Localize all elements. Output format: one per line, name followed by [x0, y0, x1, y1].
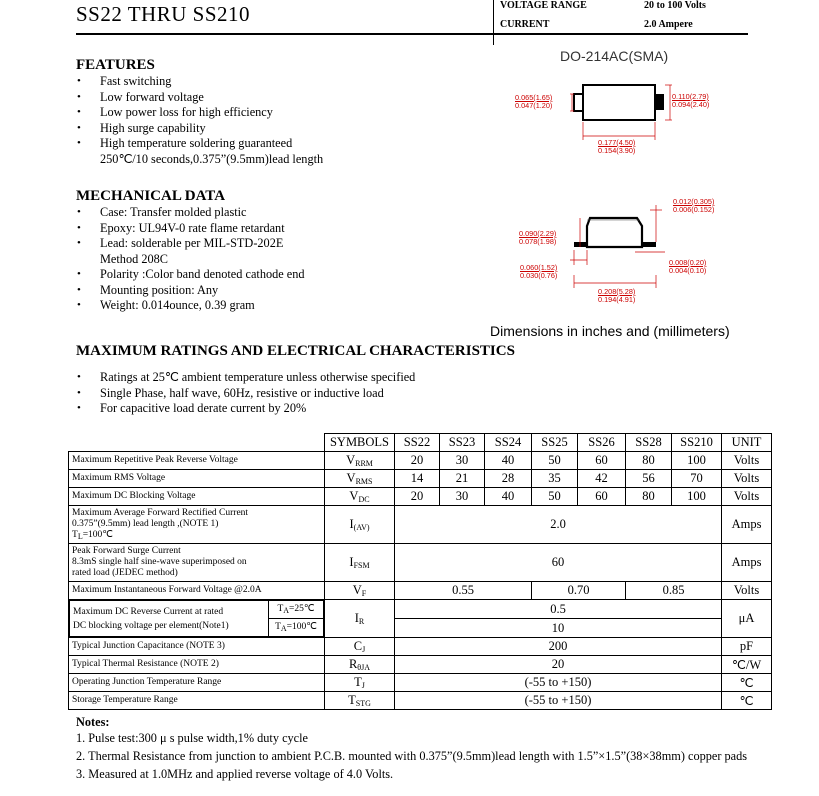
- table-row: [69, 544, 772, 582]
- list-item: • For capacitive load derate current by 20%: [76, 401, 576, 417]
- value-cell: 80: [626, 488, 672, 506]
- package-name: DO-214AC(SMA): [560, 48, 669, 64]
- value-cell: 42: [578, 470, 626, 488]
- unit-cell: Amps: [722, 506, 772, 544]
- list-item-continued: 250℃/10 seconds,0.375”(9.5mm)lead length: [100, 151, 324, 166]
- table-header-row: [69, 434, 772, 452]
- symbol-cell: $T_J$: [325, 674, 395, 692]
- note-item: 3. Measured at 1.0MHz and applied reverse voltage of 4.0 Volts.: [76, 767, 394, 781]
- column-header: SS23: [440, 434, 485, 452]
- column-header: SS25: [532, 434, 578, 452]
- symbol-cell: $V_{RRM}$: [325, 452, 395, 470]
- symbol-cell: $T_{STG}$: [325, 692, 395, 710]
- value-cell: 40: [485, 488, 532, 506]
- symbol-cell: $C_J$: [325, 638, 395, 656]
- features-list: [76, 74, 476, 167]
- mechanical-heading: MECHANICAL DATA: [76, 188, 226, 204]
- symbol-cell: $V_{DC}$: [325, 488, 395, 506]
- dim-b: 0.110(2.79) 0.094(2.40): [672, 92, 710, 109]
- value-cell: 60: [578, 452, 626, 470]
- note-item: 1. Pulse test:300 μ s pulse width,1% duty cycle: [76, 731, 309, 745]
- value-cell: 2.0: [395, 506, 722, 544]
- list-item: • Low power loss for high efficiency: [76, 105, 476, 121]
- ratings-table: [68, 433, 772, 710]
- unit-cell: ℃/W: [722, 656, 772, 674]
- current-value: 2.0 Ampere: [644, 19, 693, 30]
- unit-cell: pF: [722, 638, 772, 656]
- unit-cell: Volts: [722, 452, 772, 470]
- unit-cell: ℃: [722, 674, 772, 692]
- features-heading: FEATURES: [76, 57, 155, 73]
- unit-cell: Volts: [722, 470, 772, 488]
- list-item: • High temperature soldering guaranteed: [76, 136, 476, 152]
- column-header: SS26: [578, 434, 626, 452]
- value-cell: 60: [578, 488, 626, 506]
- table-row: [69, 452, 772, 470]
- column-header: SYMBOLS: [325, 434, 395, 452]
- value-cell: 20: [395, 488, 440, 506]
- current-label: CURRENT: [500, 19, 550, 30]
- dimension-caption: Dimensions in inches and (millimeters): [490, 323, 730, 339]
- dim-h: 0.208(5.28) 0.194(4.91): [598, 287, 636, 304]
- value-cell: 30: [440, 452, 485, 470]
- voltage-value: 20 to 100 Volts: [644, 0, 706, 11]
- value-cell: 35: [532, 470, 578, 488]
- ratings-heading: MAXIMUM RATINGS AND ELECTRICAL CHARACTERISTICS: [76, 343, 515, 359]
- value-cell: 40: [485, 452, 532, 470]
- list-item: • Mounting position: Any: [76, 283, 476, 299]
- header-rule: [76, 33, 748, 35]
- unit-cell: ℃: [722, 692, 772, 710]
- value-cell: (-55 to +150): [395, 692, 722, 710]
- param-cell: Maximum RMS Voltage: [69, 470, 325, 488]
- header-divider: [493, 0, 494, 45]
- value-cell: 28: [485, 470, 532, 488]
- value-cell: 14: [395, 470, 440, 488]
- mechanical-list: [76, 205, 476, 314]
- column-header: SS24: [485, 434, 532, 452]
- table-row: [69, 656, 772, 674]
- symbol-cell: $I_R$: [325, 600, 395, 638]
- dim-f: 0.060(1.52) 0.030(0.76): [520, 263, 558, 280]
- param-cell: Operating Junction Temperature Range: [69, 674, 325, 692]
- list-item: • Fast switching: [76, 74, 476, 90]
- value-cell: 10: [395, 619, 722, 638]
- value-cell: 70: [672, 470, 722, 488]
- list-item: • Epoxy: UL94V-0 rate flame retardant: [76, 221, 476, 237]
- dim-e: 0.090(2.29) 0.078(1.98): [519, 229, 557, 246]
- notes-title: Notes:: [76, 715, 110, 729]
- list-item: • Case: Transfer molded plastic: [76, 205, 476, 221]
- value-cell: 0.5: [395, 600, 722, 619]
- param-cell: Peak Forward Surge Current 8.3mS single half sine-wave superimposed on rated load (JEDEC method): [69, 544, 325, 582]
- value-cell: 20: [395, 656, 722, 674]
- value-cell: 0.55: [395, 582, 532, 600]
- dim-d: 0.012(0.305) 0.006(0.152): [673, 197, 715, 214]
- value-cell: 200: [395, 638, 722, 656]
- table-row: [69, 470, 772, 488]
- column-header: SS210: [672, 434, 722, 452]
- param-cell: Typical Thermal Resistance (NOTE 2): [69, 656, 325, 674]
- table-row: [69, 506, 772, 544]
- param-cell: Storage Temperature Range: [69, 692, 325, 710]
- value-cell: 100: [672, 452, 722, 470]
- dim-g: 0.008(0.20) 0.004(0.10): [669, 258, 707, 275]
- table-row: [69, 488, 772, 506]
- value-cell: 56: [626, 470, 672, 488]
- value-cell: 0.70: [532, 582, 626, 600]
- list-item-continued: Method 208C: [100, 251, 168, 266]
- symbol-cell: $V_F$: [325, 582, 395, 600]
- list-item: • Single Phase, half wave, 60Hz, resistive or inductive load: [76, 386, 576, 402]
- note-item: 2. Thermal Resistance from junction to ambient P.C.B. mounted with 0.375”(9.5mm)lead length with 1.5”×1.5”(38×38mm) copper pads: [76, 749, 748, 763]
- list-item: • Polarity :Color band denoted cathode end: [76, 267, 476, 283]
- value-cell: (-55 to +150): [395, 674, 722, 692]
- param-cell: [69, 600, 325, 638]
- symbol-cell: $I_{FSM}$: [325, 544, 395, 582]
- symbol-cell: $R_{\theta JA}$: [325, 656, 395, 674]
- table-row: [69, 674, 772, 692]
- param-cell: Typical Junction Capacitance (NOTE 3): [69, 638, 325, 656]
- symbol-cell: $I_{(AV)}$: [325, 506, 395, 544]
- ratings-list: [76, 370, 576, 417]
- list-item: • Lead: solderable per MIL-STD-202E: [76, 236, 476, 252]
- table-row: [69, 600, 772, 619]
- ir-param-text: Maximum DC Reverse Current at rated DC blocking voltage per element(Note1): [70, 601, 269, 637]
- unit-cell: Volts: [722, 488, 772, 506]
- value-cell: 20: [395, 452, 440, 470]
- symbol-cell: $V_{RMS}$: [325, 470, 395, 488]
- param-cell: Maximum DC Blocking Voltage: [69, 488, 325, 506]
- value-cell: 30: [440, 488, 485, 506]
- table-row: [69, 692, 772, 710]
- value-cell: 50: [532, 488, 578, 506]
- value-cell: 50: [532, 452, 578, 470]
- param-cell: Maximum Instantaneous Forward Voltage @2.0A: [69, 582, 325, 600]
- value-cell: 60: [395, 544, 722, 582]
- param-cell: Maximum Average Forward Rectified Current 0.375”(9.5mm) lead length ,(NOTE 1) $T_L=100℃$: [69, 506, 325, 544]
- table-row: [69, 638, 772, 656]
- value-cell: 0.85: [626, 582, 722, 600]
- param-cell: Maximum Repetitive Peak Reverse Voltage: [69, 452, 325, 470]
- table-corner: [69, 434, 325, 452]
- value-cell: 100: [672, 488, 722, 506]
- list-item: • Ratings at 25℃ ambient temperature unless otherwise specified: [76, 370, 576, 386]
- document-title: SS22 THRU SS210: [76, 2, 251, 26]
- voltage-range-label: VOLTAGE RANGE: [500, 0, 587, 11]
- notes-section: [76, 714, 816, 782]
- list-item: • Low forward voltage: [76, 90, 476, 106]
- ir-conditions: $T_A=25℃$ $T_A=100℃$: [269, 601, 324, 637]
- unit-cell: Amps: [722, 544, 772, 582]
- value-cell: 80: [626, 452, 672, 470]
- value-cell: 21: [440, 470, 485, 488]
- dim-a: 0.065(1.65) 0.047(1.20): [515, 93, 553, 110]
- dim-c: 0.177(4.50) 0.154(3.90): [598, 138, 636, 155]
- list-item: • Weight: 0.014ounce, 0.39 gram: [76, 298, 476, 314]
- unit-cell: μA: [722, 600, 772, 638]
- list-item: • High surge capability: [76, 121, 476, 137]
- table-row: [69, 582, 772, 600]
- unit-cell: Volts: [722, 582, 772, 600]
- column-header: SS28: [626, 434, 672, 452]
- column-header: SS22: [395, 434, 440, 452]
- column-header: UNIT: [722, 434, 772, 452]
